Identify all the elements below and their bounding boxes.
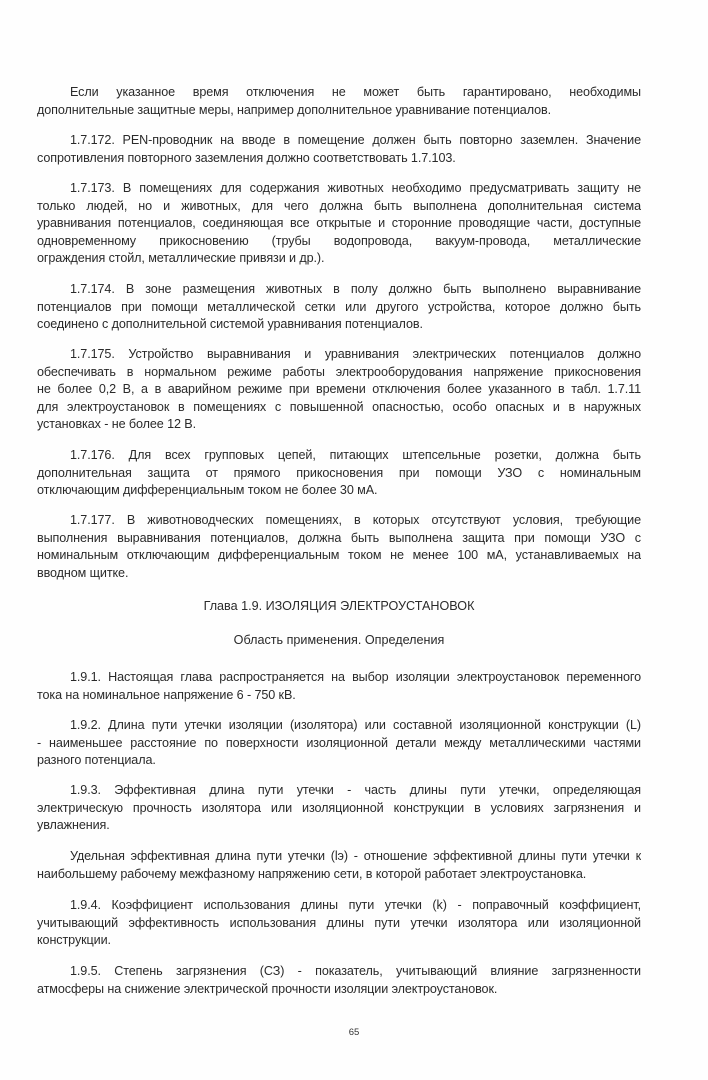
text-line: конструкции. bbox=[37, 933, 111, 948]
text-line: номинальным отключающим дифференциальным током не менее 100 мА, устанавливаемых на bbox=[37, 548, 641, 563]
chapter-heading: Глава 1.9. ИЗОЛЯЦИЯ ЭЛЕКТРОУСТАНОВОК bbox=[203, 599, 475, 613]
text-line: наибольшему рабочему межфазному напряжению сети, в которой работает электроустановка. bbox=[37, 866, 587, 881]
text-line: 1.9.2. Длина пути утечки изоляции (изолятора) или составной изоляционной конструкции (L) bbox=[70, 718, 641, 732]
text-line: соединено с дополнительной системой уравнивания потенциалов. bbox=[37, 317, 423, 332]
text-line: отключающим дифференциальным током не более 30 мА. bbox=[37, 483, 378, 498]
paragraph-1-7-176 bbox=[37, 447, 641, 500]
paragraph-1-9-5 bbox=[37, 963, 641, 998]
text-line: дополнительная защита от прямого прикосновения при помощи УЗО с номинальным bbox=[37, 465, 641, 480]
text-line: Если указанное время отключения не может быть гарантировано, необходимы bbox=[70, 85, 641, 99]
paragraph-1-7-174 bbox=[37, 281, 641, 334]
text-line: только людей, но и животных, для чего должна быть выполнена дополнительная система bbox=[37, 198, 641, 213]
paragraph-1-7-177 bbox=[37, 512, 641, 582]
text-line: электрическую прочность изолятора или изоляционной конструкции в условиях загрязнения и bbox=[37, 800, 641, 815]
text-line: 1.7.172. PEN-проводник на вводе в помещение должен быть повторно заземлен. Значение bbox=[70, 133, 641, 147]
paragraph-specific-effective-length bbox=[37, 848, 641, 883]
paragraph-1-9-4 bbox=[37, 897, 641, 950]
text-line: 1.9.3. Эффективная длина пути утечки - часть длины пути утечки, определяющая bbox=[70, 783, 641, 797]
text-line: для электроустановок в помещениях с повышенной опасностью, особо опасных и в наружных bbox=[37, 399, 641, 414]
text-line: разного потенциала. bbox=[37, 753, 156, 768]
page-number: 65 bbox=[348, 1027, 360, 1038]
paragraph-1-9-1 bbox=[37, 669, 641, 704]
text-line: ограждения стойл, металлические привязи и др.). bbox=[37, 251, 325, 266]
text-line: обеспечивать в нормальном режиме работы электрооборудования напряжение прикосновения bbox=[37, 364, 641, 379]
text-line: 1.9.5. Степень загрязнения (СЗ) - показатель, учитывающий влияние загрязненности bbox=[70, 964, 641, 978]
text-line: 1.9.1. Настоящая глава распространяется на выбор изоляции электроустановок переменного bbox=[70, 670, 641, 684]
text-line: 1.7.173. В помещениях для содержания животных необходимо предусматривать защиту не bbox=[70, 181, 641, 195]
text-line: вводном щитке. bbox=[37, 565, 129, 580]
text-line: выполнения выравнивания потенциалов, должна быть выполнена защита при помощи УЗО с bbox=[37, 530, 641, 545]
text-line: увлажнения. bbox=[37, 818, 110, 833]
paragraph-intro bbox=[37, 84, 641, 119]
paragraph-1-9-3 bbox=[37, 782, 641, 835]
paragraph-1-7-172 bbox=[37, 132, 641, 167]
text-line: не более 0,2 В, а в аварийном режиме при времени отключения более указанного в табл. 1.7.11 bbox=[37, 382, 641, 397]
text-line: дополнительные защитные меры, например дополнительное уравнивание потенциалов. bbox=[37, 102, 551, 117]
paragraph-1-7-175 bbox=[37, 346, 641, 434]
paragraph-1-9-2 bbox=[37, 717, 641, 770]
text-line: сопротивления повторного заземления должно соответствовать 1.7.103. bbox=[37, 150, 456, 165]
text-line: уравнивания потенциалов, соединяющая все открытые и сторонние проводящие части, доступные bbox=[37, 216, 641, 231]
text-line: установках - не более 12 В. bbox=[37, 417, 196, 432]
text-line: 1.7.177. В животноводческих помещениях, в которых отсутствуют условия, требующие bbox=[70, 513, 641, 527]
text-line: 1.9.4. Коэффициент использования длины пути утечки (k) - поправочный коэффициент, bbox=[70, 898, 641, 912]
text-line: одновременному прикосновению (трубы водопровода, вакуум-провода, металлические bbox=[37, 233, 641, 248]
paragraph-1-7-173 bbox=[37, 180, 641, 268]
text-line: 1.7.175. Устройство выравнивания и уравнивания электрических потенциалов должно bbox=[70, 347, 641, 361]
text-line: Удельная эффективная длина пути утечки (lэ) - отношение эффективной длины пути утечки к bbox=[70, 849, 641, 863]
section-heading: Область применения. Определения bbox=[233, 633, 445, 647]
text-line: 1.7.174. В зоне размещения животных в полу должно быть выполнено выравнивание bbox=[70, 282, 641, 296]
text-line: 1.7.176. Для всех групповых цепей, питающих штепсельные розетки, должна быть bbox=[70, 448, 641, 462]
text-line: учитывающий эффективность использования длины пути утечки изолятора или изоляционной bbox=[37, 915, 641, 930]
text-line: - наименьшее расстояние по поверхности изоляционной детали между металлическими частями bbox=[37, 735, 641, 750]
text-line: потенциалов при помощи металлической сетки или другого устройства, которое должно быть bbox=[37, 299, 641, 314]
text-line: атмосферы на снижение электрической прочности изоляции электроустановок. bbox=[37, 981, 498, 996]
text-line: тока на номинальное напряжение 6 - 750 кВ. bbox=[37, 687, 296, 702]
